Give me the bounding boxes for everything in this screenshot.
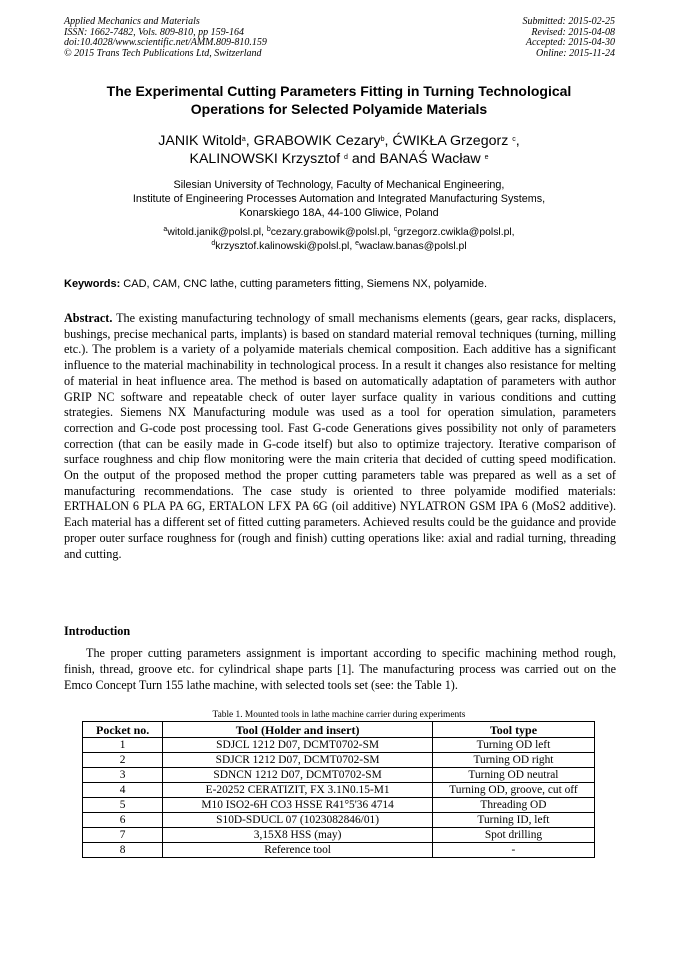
table-cell: Spot drilling <box>432 828 594 843</box>
author-separator: and <box>347 151 380 167</box>
table-cell: M10 ISO2-6H CO3 HSSE R41°5'36 4714 <box>163 798 433 813</box>
table-cell: 2 <box>83 753 163 768</box>
table-header-cell: Tool type <box>432 722 594 738</box>
table-header-row <box>83 722 595 738</box>
table-cell: 8 <box>83 843 163 858</box>
author-superscript: b <box>380 136 385 143</box>
author-superscript: e <box>484 154 489 161</box>
table-cell: Reference tool <box>163 843 433 858</box>
abstract <box>64 311 616 562</box>
revised-date: Revised: 2015-04-08 <box>531 26 615 38</box>
email-superscript: b <box>266 226 271 233</box>
affiliation-line: Konarskiego 18A, 44-100 Gliwice, Poland <box>239 207 439 219</box>
table-cell: Threading OD <box>432 798 594 813</box>
author-name: BANAŚ Wacław <box>379 151 485 167</box>
email-address: grzegorz.cwikla@polsl.pl, <box>397 227 515 238</box>
table-cell: E-20252 CERATIZIT, FX 3.1N0.15-M1 <box>163 783 433 798</box>
table-cell: SDNCN 1212 D07, DCMT0702-SM <box>163 768 433 783</box>
journal-header <box>64 17 267 59</box>
table-cell: 4 <box>83 783 163 798</box>
email-address: waclaw.banas@polsl.pl <box>359 241 467 252</box>
email-superscript: c <box>393 226 398 233</box>
author-list <box>40 132 638 168</box>
table-cell: 3,15X8 HSS (may) <box>163 828 433 843</box>
author-name: KALINOWSKI Krzysztof <box>189 151 345 167</box>
title-line: Operations for Selected Polyamide Materials <box>190 101 488 117</box>
table-cell: 1 <box>83 738 163 753</box>
affiliation <box>40 178 638 220</box>
abstract-label: Abstract. <box>64 311 113 325</box>
table-header-cell: Tool (Holder and insert) <box>163 722 433 738</box>
copyright-line: © 2015 Trans Tech Publications Ltd, Switzerland <box>64 47 262 59</box>
author-superscript: a <box>241 136 246 143</box>
doi-line: doi:10.4028/www.scientific.net/AMM.809-810.159 <box>64 37 267 49</box>
author-separator: , <box>384 133 393 149</box>
email-superscript: e <box>355 240 360 247</box>
table-row <box>83 753 595 768</box>
author-superscript: d <box>344 154 348 161</box>
online-date: Online: 2015-11-24 <box>536 47 615 59</box>
table-cell: 7 <box>83 828 163 843</box>
table-cell: S10D-SDUCL 07 (1023082846/01) <box>163 813 433 828</box>
affiliation-line: Silesian University of Technology, Faculty of Mechanical Engineering, <box>173 179 505 191</box>
author-separator: , <box>515 133 520 149</box>
table-cell: Turning OD left <box>432 738 594 753</box>
keywords <box>64 277 616 291</box>
table-header-cell: Pocket no. <box>83 722 163 738</box>
table-cell: - <box>432 843 594 858</box>
table-cell: SDJCR 1212 D07, DCMT0702-SM <box>163 753 433 768</box>
table-row <box>83 768 595 783</box>
table-cell: 6 <box>83 813 163 828</box>
email-address: krzysztof.kalinowski@polsl.pl, <box>215 241 356 252</box>
email-address: cezary.grabowik@polsl.pl, <box>270 227 394 238</box>
table-row <box>83 798 595 813</box>
author-name: ĆWIKŁA Grzegorz <box>392 133 513 149</box>
affiliation-line: Institute of Engineering Processes Automation and Integrated Manufacturing Systems, <box>132 193 546 205</box>
accepted-date: Accepted: 2015-04-30 <box>525 37 615 49</box>
table-row <box>83 843 595 858</box>
paper-title <box>40 82 638 118</box>
author-name: GRABOWIK Cezary <box>253 133 381 149</box>
table-cell: SDJCL 1212 D07, DCMT0702-SM <box>163 738 433 753</box>
abstract-text: The existing manufacturing technology of small mechanisms elements (gears, gear racks, displacers, bushings, precise mechanical parts, implants) is based on standard material removal techniques (turning, milling etc.). The problem is a variety of a polyamide materials chemical composition. Each additive has a significant influence to the material machinability in technological process. In a result it changes also resistance for melting of material in heat influence area. The method is based on automatically adaptation of parameters with author GRIP NC software and repeatable check of outer layer surface quality in various conditions and cutting strategies. Siemens NX Manufacturing module was used as a tool for operation simulation, parameters correction and G-code post processing tool. Fast G-code Generations gives possibility not only of parameters correction (that can be easily made in G-code itself) but also to optimize trajectory. Iterative comparison of surface roughness and chip flow monitoring were the main criteria that decided of cutting speed modification. On the output of the proposed method the proper cutting parameters table was prepared as well as a set of manufacturing recommendations. The case study is oriented to three polyamide modified materials: ERTHALON 6 PLA PA 6G, ERTALON LFX PA 6G (oil additive) NYLATRON GSM IPA 6 (MoS2 additive). Each material has a different set of fitted cutting parameters. Achieved results could be the guidance and provide proper outer surface roughness for (rough and finish) cutting operations like: axial and radial turning, threading and cutting. <box>64 311 616 561</box>
author-emails <box>40 226 638 254</box>
author-superscript: c <box>512 136 516 143</box>
table-cell: Turning OD neutral <box>432 768 594 783</box>
submitted-date: Submitted: 2015-02-25 <box>522 16 615 27</box>
keywords-label: Keywords: <box>64 278 121 290</box>
keywords-text: CAD, CAM, CNC lathe, cutting parameters fitting, Siemens NX, polyamide. <box>120 278 488 290</box>
issn-line: ISSN: 1662-7482, Vols. 809-810, pp 159-164 <box>64 26 244 38</box>
table-cell: Turning ID, left <box>432 813 594 828</box>
email-address: witold.janik@polsl.pl, <box>167 227 267 238</box>
journal-name: Applied Mechanics and Materials <box>64 16 200 27</box>
email-superscript: d <box>211 240 216 247</box>
table-caption: Table 1. Mounted tools in lathe machine carrier during experiments <box>212 710 466 720</box>
section-heading-introduction: Introduction <box>64 624 131 638</box>
table-cell: Turning OD, groove, cut off <box>432 783 594 798</box>
table-row <box>83 828 595 843</box>
dates-header <box>523 17 616 59</box>
table-row <box>83 783 595 798</box>
introduction-paragraph: The proper cutting parameters assignment is important according to specific machining method rough, finish, thread, groove etc. for cylindrical shape parts [1]. The manufacturing process was carried out on the Emco Concept Turn 155 lathe machine, with selected tools set (see: the Table 1). <box>64 646 616 692</box>
email-superscript: a <box>163 226 168 233</box>
tools-table <box>82 721 595 858</box>
table-row <box>83 738 595 753</box>
title-line: The Experimental Cutting Parameters Fitting in Turning Technological <box>106 83 572 99</box>
author-name: JANIK Witold <box>158 133 242 149</box>
author-separator: , <box>245 133 254 149</box>
table-cell: Turning OD right <box>432 753 594 768</box>
table-cell: 5 <box>83 798 163 813</box>
table-cell: 3 <box>83 768 163 783</box>
table-row <box>83 813 595 828</box>
